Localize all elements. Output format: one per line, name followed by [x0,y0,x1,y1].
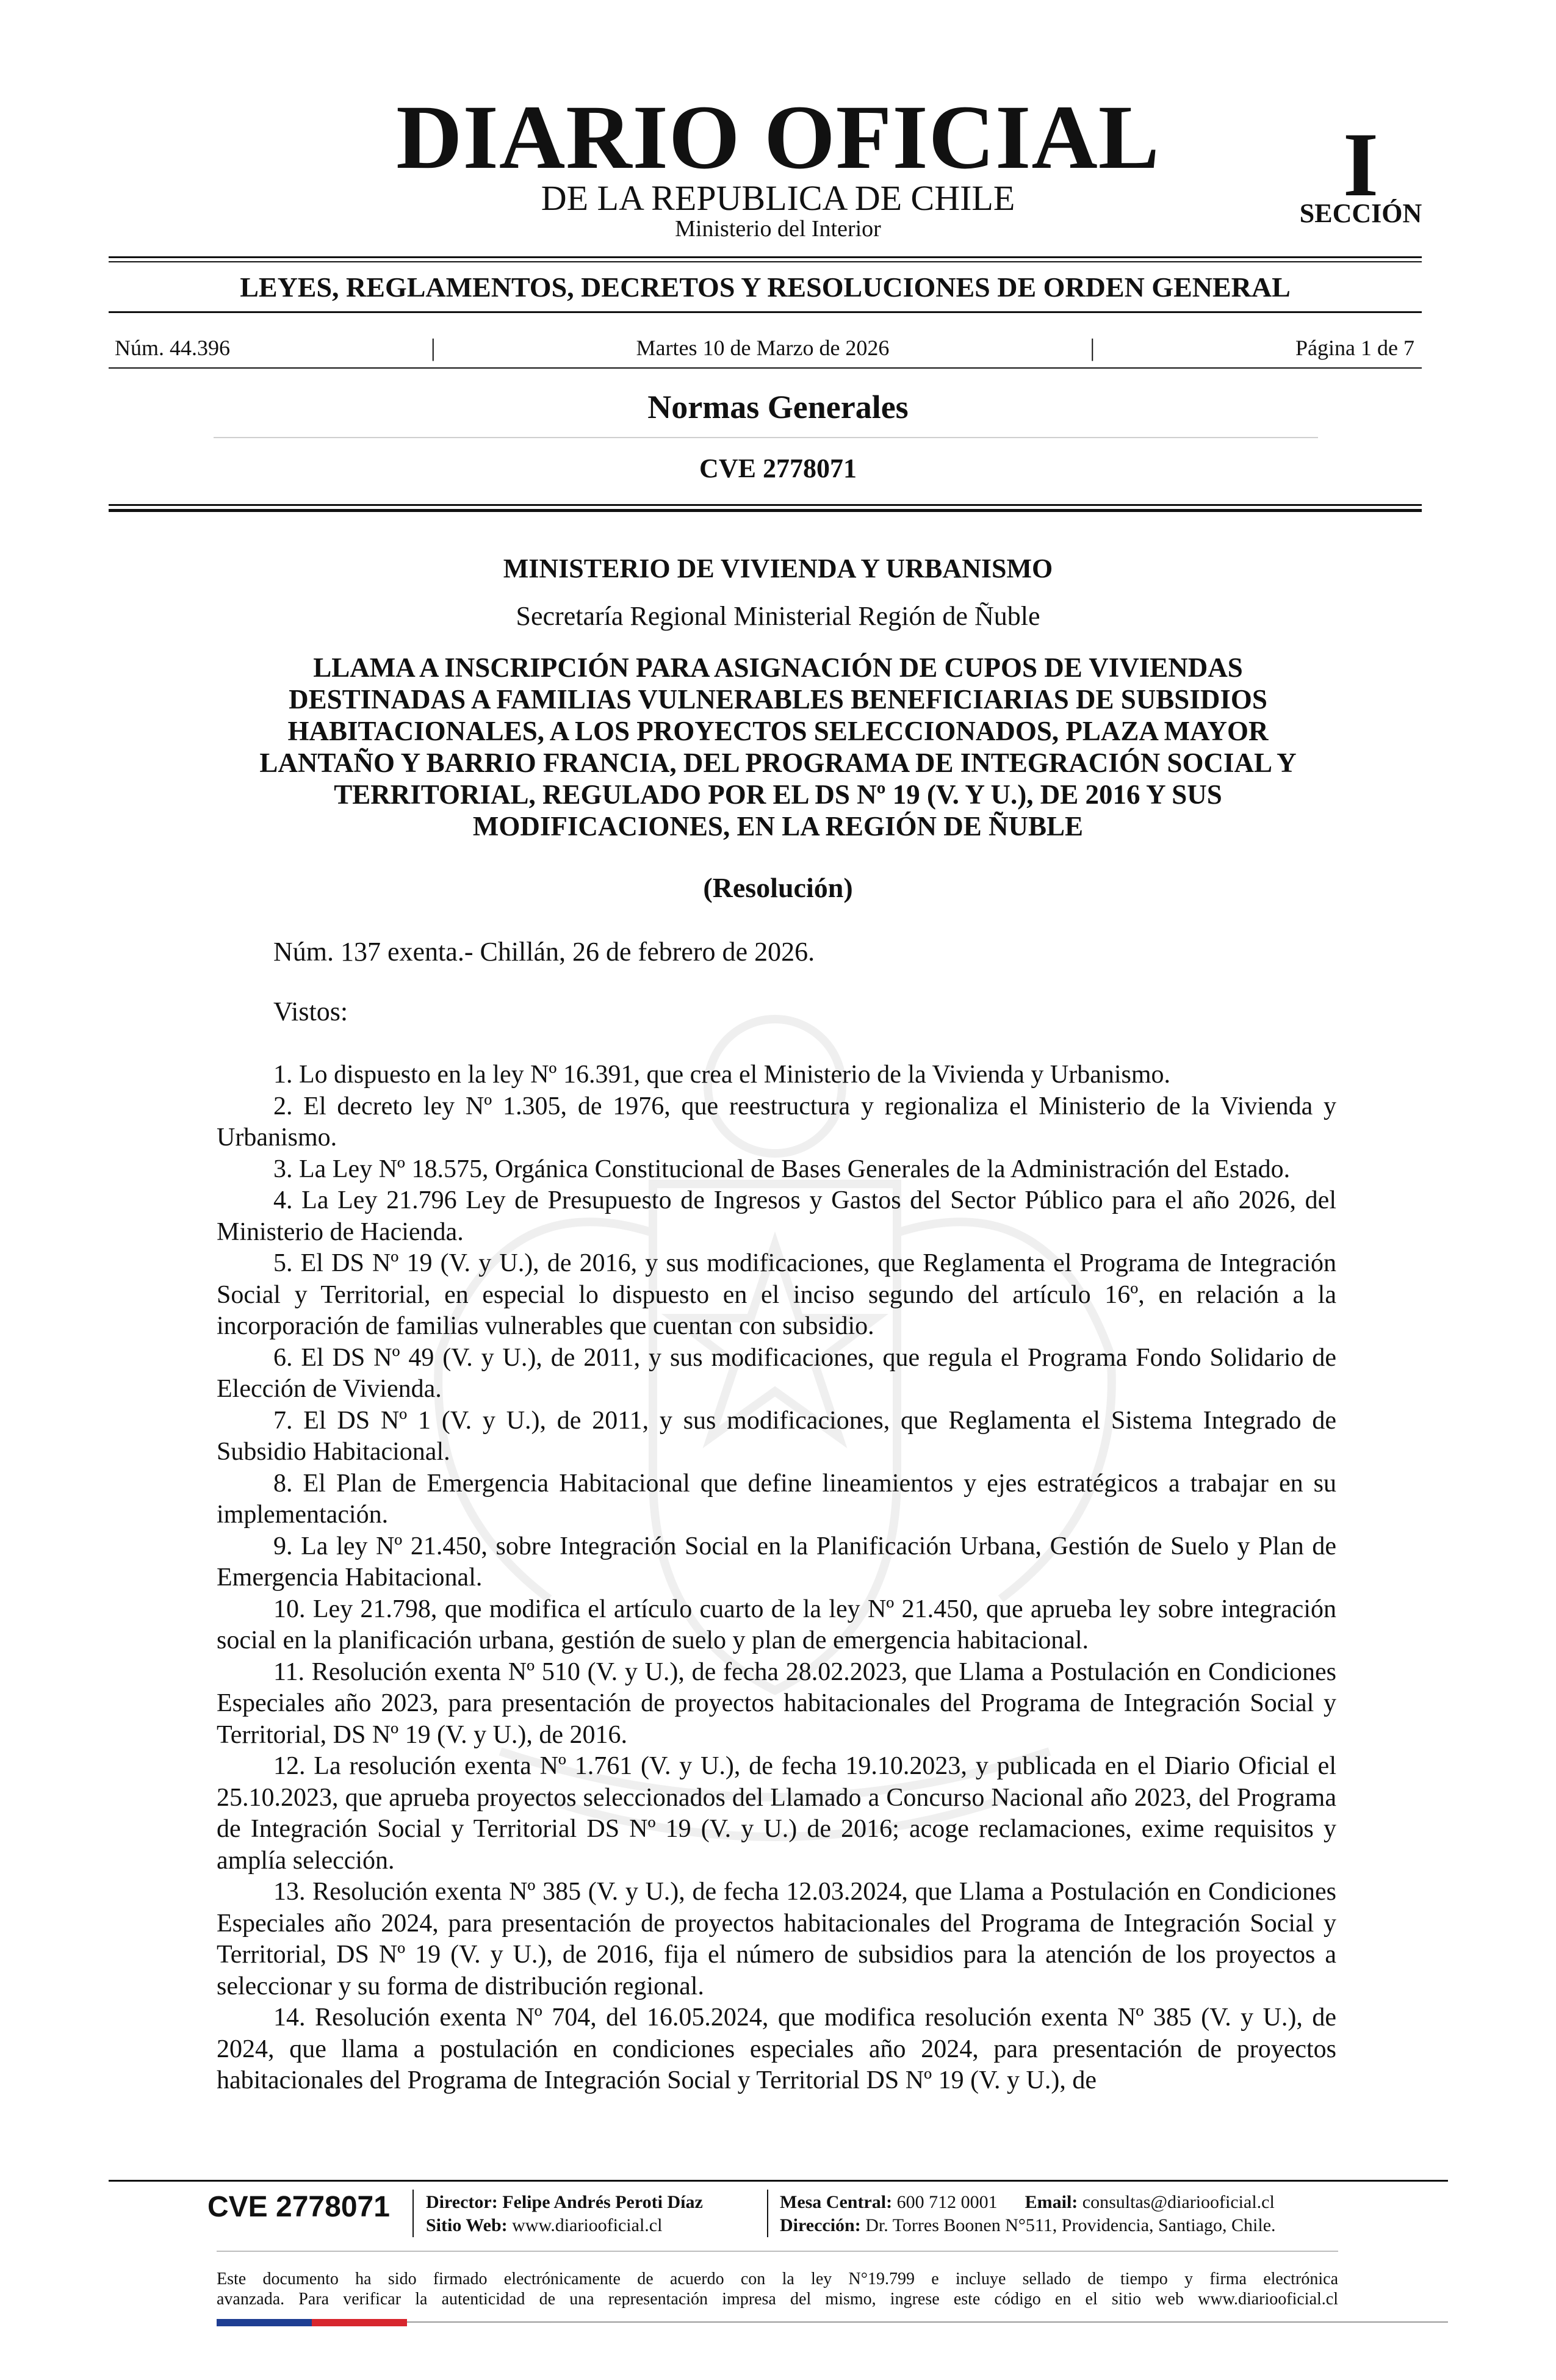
visto-item: 8. El Plan de Emergencia Habitacional que define lineamientos y ejes estratégicos a trabajar en su implementación. [217,1469,1336,1529]
footer-address [780,2214,1276,2237]
visto-item: 2. El decreto ley Nº 1.305, de 1976, que reestructura y regionaliza el Ministerio de la Vivienda y Urbanismo. [217,1092,1336,1152]
resolution-title-line: DESTINADAS A FAMILIAS VULNERABLES BENEFICIARIAS DE SUBSIDIOS [289,684,1267,715]
masthead-subtitle: DE LA REPUBLICA DE CHILE [541,178,1015,218]
header-rule [109,311,1422,313]
visto-item: 7. El DS Nº 1 (V. y U.), de 2011, y sus modificaciones, que Reglamenta el Sistema Integrado de Subsidio Habitacional. [217,1406,1336,1466]
resolution-number: Núm. 137 exenta.- Chillán, 26 de febrero de 2026. [273,937,815,967]
visto-item: 10. Ley 21.798, que modifica el artículo cuarto de la ley Nº 21.450, que aprueba ley sobre integración social en la planificación urbana, gestión de suelo y plan de emergencia habitacional. [217,1595,1336,1654]
footer-disclaimer [217,2269,1338,2309]
footer-divider [412,2190,414,2237]
footer-director [426,2191,703,2213]
mesa-label: Mesa Central: [780,2192,893,2212]
secretariat-heading: Secretaría Regional Ministerial Región de Ñuble [516,601,1040,631]
issue-date: Martes 10 de Marzo de 2026 [636,336,890,360]
footer-rule-light [217,2251,1338,2252]
issue-number: Núm. 44.396 [115,336,230,360]
address-label: Dirección: [780,2215,861,2235]
visto-item: 1. Lo dispuesto en la ley Nº 16.391, que crea el Ministerio de la Vivienda y Urbanismo. [273,1061,1171,1089]
visto-item: 12. La resolución exenta Nº 1.761 (V. y U.), de fecha 19.10.2023, y publicada en el Diario Oficial el 25.10.2023, que aprueba proyectos seleccionados del Llamado a Concurso Nacional año 2023, del Programa de Integración Social y Territorial DS Nº 19 (V. y U.) de 2016; acoge reclamaciones, exime requisitos y amplía selección. [217,1752,1336,1875]
masthead-rule [109,256,1422,258]
category-rule [214,437,1318,438]
header-line: LEYES, REGLAMENTOS, DECRETOS Y RESOLUCIONES DE ORDEN GENERAL [240,272,1291,303]
cve-header: CVE 2778071 [699,453,857,483]
section-number: I [1342,114,1379,215]
website-label: Sitio Web: [426,2215,508,2235]
email-link[interactable]: consultas@diariooficial.cl [1082,2192,1275,2212]
footer-contact [780,2191,1275,2213]
cve-rule-thick [109,509,1422,512]
director-name: Felipe Andrés Peroti Díaz [502,2192,703,2212]
section-label: SECCIÓN [1299,198,1422,228]
website-link[interactable]: www.diariooficial.cl [512,2215,663,2235]
director-label: Director: [426,2192,498,2212]
masthead-title: DIARIO OFICIAL [396,87,1160,188]
issue-info-row [115,336,1414,360]
page-indicator: Página 1 de 7 [1295,336,1414,360]
disclaimer-line: Este documento ha sido firmado electrónicamente de acuerdo con la ley N°19.799 e incluye sellado de tiempo y firma electrónica [217,2270,1338,2288]
resolution-title-line: TERRITORIAL, REGULADO POR EL DS Nº 19 (V. Y U.), DE 2016 Y SUS [334,779,1222,810]
resolution-title-line: LANTAÑO Y BARRIO FRANCIA, DEL PROGRAMA DE INTEGRACIÓN SOCIAL Y [259,748,1297,778]
disclaimer-line: avanzada. Para verificar la autenticidad de una representación impresa del mismo, ingrese este código en el sitio web www.diariooficial.cl [217,2290,1338,2309]
footer-cve: CVE 2778071 [207,2191,390,2223]
vistos-list [217,1059,1336,2097]
visto-item: 14. Resolución exenta Nº 704, del 16.05.2024, que modifica resolución exenta Nº 385 (V. y U.), de 2024, que llama a postulación en condiciones especiales año 2024, para presentación de proyectos habitacionales del Programa de Integración Social y Territorial DS Nº 19 (V. y U.), de [217,2003,1336,2094]
category-heading: Normas Generales [647,389,909,425]
masthead-rule-thin [109,261,1422,262]
visto-item: 4. La Ley 21.796 Ley de Presupuesto de Ingresos y Gastos del Sector Público para el año 2026, del Ministerio de Hacienda. [217,1186,1336,1246]
visto-item: 11. Resolución exenta Nº 510 (V. y U.), de fecha 28.02.2023, que Llama a Postulación en Condiciones Especiales año 2023, para presentación de proyectos habitacionales del Programa de Integración Social y Territorial, DS Nº 19 (V. y U.), de 2016. [217,1657,1336,1749]
info-separator: | [1090,334,1095,361]
resolution-title [207,652,1349,842]
resolution-title-line: LLAMA A INSCRIPCIÓN PARA ASIGNACIÓN DE CUPOS DE VIVIENDAS [313,652,1243,683]
resolution-title-line: HABITACIONALES, A LOS PROYECTOS SELECCIONADOS, PLAZA MAYOR [287,716,1269,746]
footer-website [426,2214,662,2237]
info-separator: | [430,334,436,361]
footer-bottom-rule [407,2321,1448,2323]
visto-item: 9. La ley Nº 21.450, sobre Integración Social en la Planificación Urbana, Gestión de Suelo y Plan de Emergencia Habitacional. [217,1532,1336,1592]
footer-rule [109,2180,1448,2182]
ministry-heading: MINISTERIO DE VIVIENDA Y URBANISMO [503,554,1053,583]
visto-item: 5. El DS Nº 19 (V. y U.), de 2016, y sus modificaciones, que Reglamenta el Programa de Integración Social y Territorial, en especial lo dispuesto en el inciso segundo del artículo 16º, en relación a la incorporación de familias vulnerables que cuentan con subsidio. [217,1249,1336,1340]
mesa-number: 600 712 0001 [896,2192,998,2212]
flag-bar-blue [217,2319,312,2326]
vistos-heading: Vistos: [273,997,348,1026]
address-value: Dr. Torres Boonen N°511, Providencia, Santiago, Chile. [865,2215,1276,2235]
cve-rule [109,504,1422,506]
footer-divider [767,2190,768,2237]
resolution-type: (Resolución) [703,872,853,903]
visto-item: 6. El DS Nº 49 (V. y U.), de 2011, y sus modificaciones, que regula el Programa Fondo Solidario de Elección de Vivienda. [217,1343,1336,1403]
visto-item: 3. La Ley Nº 18.575, Orgánica Constitucional de Bases Generales de la Administración del Estado. [273,1155,1291,1183]
visto-item: 13. Resolución exenta Nº 385 (V. y U.), de fecha 12.03.2024, que Llama a Postulación en Condiciones Especiales año 2024, para presentación de proyectos habitacionales del Programa de Integración Social y Territorial, DS Nº 19 (V. y U.), de 2016, fija el número de subsidios para la atención de los proyectos a seleccionar y su forma de distribución regional. [217,1878,1336,2000]
flag-bar-red [312,2319,407,2326]
info-rule [109,367,1422,369]
email-label: Email: [1025,2192,1078,2212]
masthead-ministry: Ministerio del Interior [675,216,881,242]
resolution-title-line: MODIFICACIONES, EN LA REGIÓN DE ÑUBLE [472,811,1084,842]
